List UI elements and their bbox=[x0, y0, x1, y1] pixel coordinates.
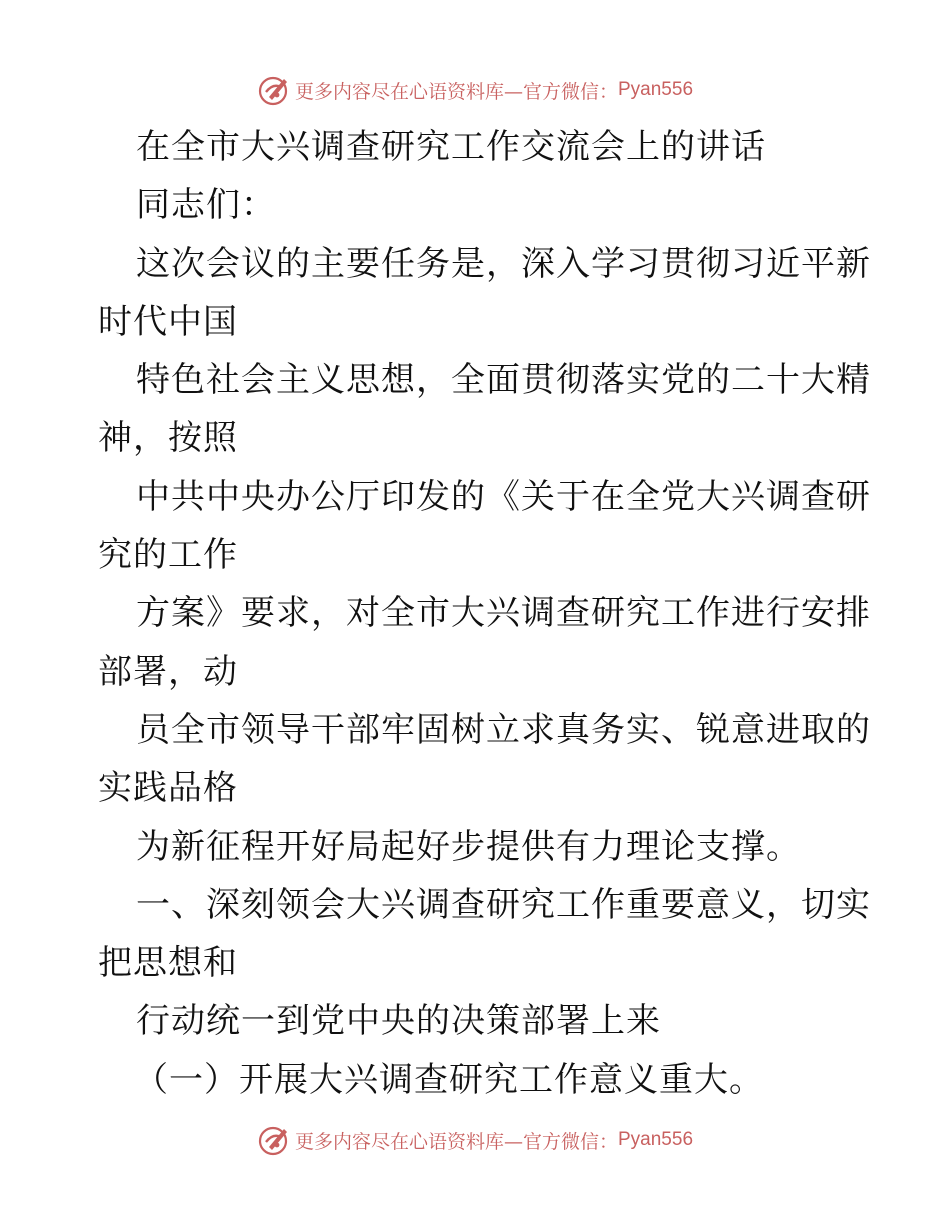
watermark-text: 更多内容尽在心语资料库—官方微信： bbox=[294, 80, 618, 103]
body-line: 神，按照 bbox=[98, 418, 238, 459]
subsection-heading: （一）开展大兴调查研究工作意义重大。 bbox=[134, 1059, 764, 1100]
body-line: 方案》要求，对全市大兴调查研究工作进行安排 bbox=[136, 593, 871, 634]
body-line: 这次会议的主要任务是，深入学习贯彻习近平新 bbox=[136, 243, 871, 284]
watermark-banner-bottom bbox=[0, 1120, 950, 1160]
watermark-text: 更多内容尽在心语资料库—官方微信： bbox=[294, 1130, 618, 1153]
body-line: 实践品格 bbox=[98, 768, 238, 809]
body-line: 同志们： bbox=[136, 185, 276, 226]
section-heading: 把思想和 bbox=[98, 943, 238, 984]
watermark-wechat-id: Pyan556 bbox=[618, 79, 694, 100]
body-line: 为新征程开好局起好步提供有力理论支撑。 bbox=[136, 826, 801, 867]
document-title: 在全市大兴调查研究工作交流会上的讲话 bbox=[136, 127, 766, 167]
section-heading: 一、深刻领会大兴调查研究工作重要意义，切实 bbox=[136, 884, 871, 925]
pen-logo-icon bbox=[257, 1123, 291, 1157]
body-line: 时代中国 bbox=[98, 301, 238, 342]
watermark-wechat-id: Pyan556 bbox=[618, 1129, 694, 1150]
section-heading: 行动统一到党中央的决策部署上来 bbox=[136, 1001, 661, 1042]
body-line: 究的工作 bbox=[98, 535, 238, 576]
body-line: 员全市领导干部牢固树立求真务实、锐意进取的 bbox=[136, 709, 871, 750]
document-body bbox=[98, 118, 871, 1109]
body-line: 中共中央办公厅印发的《关于在全党大兴调查研 bbox=[136, 476, 871, 517]
body-line: 部署，动 bbox=[98, 651, 238, 692]
body-line: 特色社会主义思想，全面贯彻落实党的二十大精 bbox=[136, 360, 871, 401]
pen-logo-icon bbox=[257, 73, 291, 107]
watermark-banner-top bbox=[0, 70, 950, 110]
